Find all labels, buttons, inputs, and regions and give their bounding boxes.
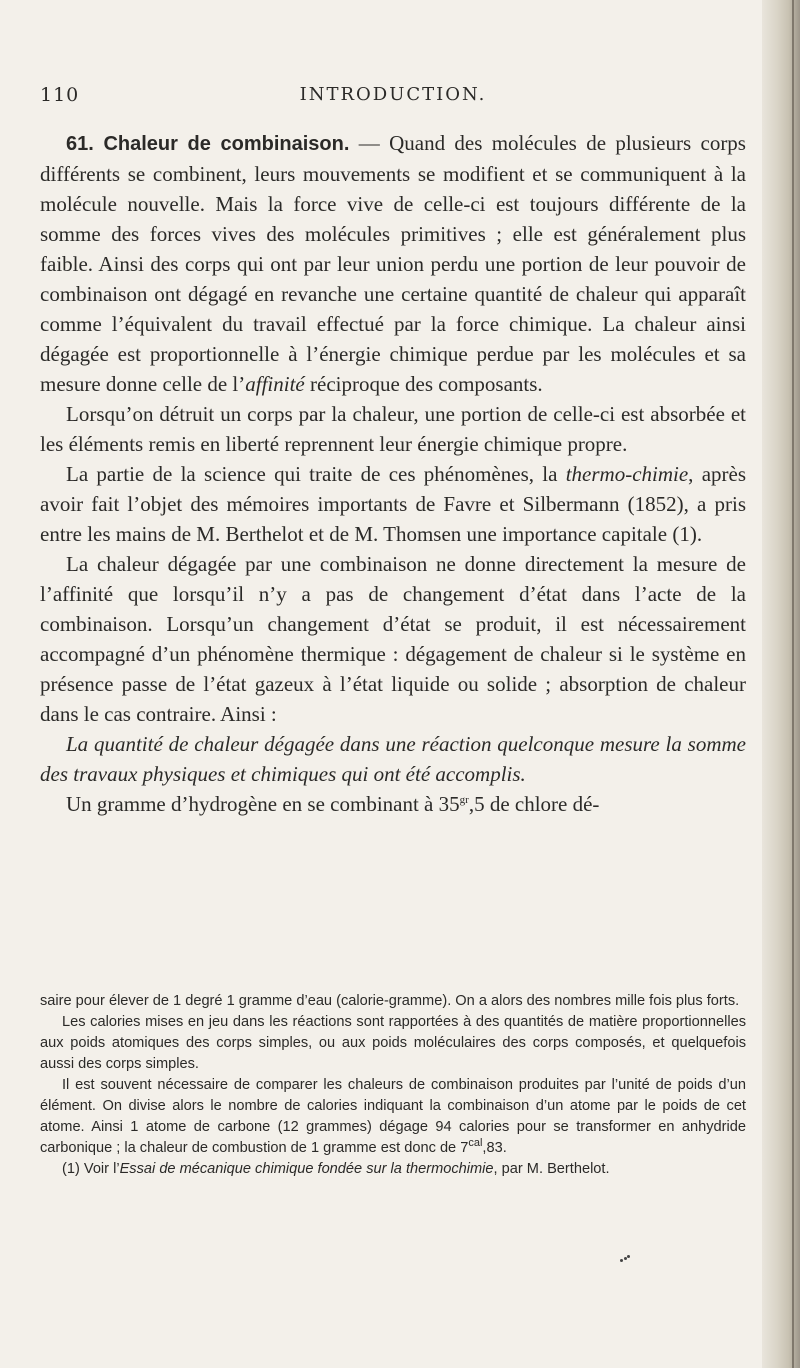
ink-speck — [620, 1255, 630, 1265]
paragraph-text: Un gramme d’hydrogène en se combinant à 35 — [66, 792, 460, 816]
running-title: INTRODUCTION. — [299, 84, 487, 105]
superscript-gr: gr — [459, 794, 469, 806]
superscript-cal: cal — [468, 1137, 483, 1150]
footnote-text: , par M. Berthelot. — [493, 1161, 610, 1177]
paragraph-decomposition: Lorsqu’on détruit un corps par la chaleur, une portion de celle-ci est absorbée et les éléments remis en liberté reprennent leur énergie chimique propre. — [40, 402, 746, 456]
paragraph-thermochimie — [40, 459, 746, 549]
page-number: 110 — [40, 84, 80, 106]
page-header — [40, 84, 746, 114]
paragraph-hydrogene — [40, 789, 746, 819]
section-heading: 61. Chaleur de combinaison. — [66, 133, 350, 155]
footnote-text: (1) Voir l’ — [62, 1161, 120, 1177]
footnote-continuation: saire pour élever de 1 degré 1 gramme d’eau (calorie-gramme). On a alors des nombres mille fois plus forts. — [40, 993, 740, 1009]
italic-term-affinite: affinité — [245, 372, 305, 396]
paragraph-text: — Quand des molécules de plusieurs corps différents se combinent, leurs mouvements se modifient et se communiquent à la molécule nouvelle. Mais la force vive de celle-ci est toujours différente de la somme des forces vives des molécules primitives ; elle est généralement plus faible. Ainsi des corps qui ont par leur union perdu une portion de leur pouvoir de combinaison ont dégagé en revanche une certaine quantité de chaleur qui apparaît comme l’équivalent du travail effectué par la force chimique. La chaleur ainsi dégagée est proportionnelle à l’énergie chimique perdue par les molécules et sa mesure donne celle de l’ — [40, 131, 746, 396]
italic-term-thermochimie: thermo-chimie — [565, 462, 689, 486]
footnote-text: Il est souvent nécessaire de comparer les chaleurs de combinaison produites par l’unité de poids d’un élément. On divise alors le nombre de calories indiquant la combinaison d’un atome par le poids de cet atome. Ainsi 1 atome de carbone (12 grammes) dégage 94 calories pour se transformer en anhydride carbonique ; la chaleur de combustion de 1 gramme est donc de 7 — [40, 1077, 746, 1156]
paragraph-text: ,5 de chlore dé- — [468, 792, 600, 816]
paragraph-law-italic: La quantité de chaleur dégagée dans une réaction quelconque mesure la somme des travaux physiques et chimiques qui ont été accomplis. — [40, 732, 746, 786]
footnote-paragraph: Les calories mises en jeu dans les réactions sont rapportées à des quantités de matière proportionnelles aux poids atomiques des corps simples, ou aux poids moléculaires des corps composés, et quelquefois aussi des corps simples. — [40, 1014, 746, 1072]
paragraph-text: La partie de la science qui traite de ces phénomènes, la — [66, 462, 566, 486]
page-edge-shadow — [762, 0, 800, 1368]
paragraph-text: , après avoir fait l’objet des mémoires importants de Favre et Silbermann (1852), a pris entre les mains de M. Berthelot et de M. Thomsen une importance capitale (1). — [40, 462, 747, 546]
footnote-book-title: Essai de mécanique chimique fondée sur la thermochimie — [119, 1161, 494, 1177]
main-text — [40, 128, 746, 819]
paragraph-changement-etat: La chaleur dégagée par une combinaison ne donne directement la mesure de l’affinité que lorsqu’il n’y a pas de changement d’état dans l’acte de la combinaison. Lorsqu’un changement d’état se produit, il est nécessairement accompagné d’un phénomène thermique : dégagement de chaleur si le système en présence passe de l’état gazeux à l’état liquide ou solide ; absorption de chaleur dans le cas contraire. Ainsi : — [40, 552, 746, 726]
footnote-reference-1 — [40, 1159, 746, 1180]
paragraph-text: réciproque des composants. — [304, 372, 543, 396]
footnotes — [40, 991, 746, 1180]
paragraph-section-61 — [40, 128, 746, 399]
footnote-text: ,83. — [482, 1140, 507, 1156]
footnote-paragraph — [40, 1075, 746, 1159]
